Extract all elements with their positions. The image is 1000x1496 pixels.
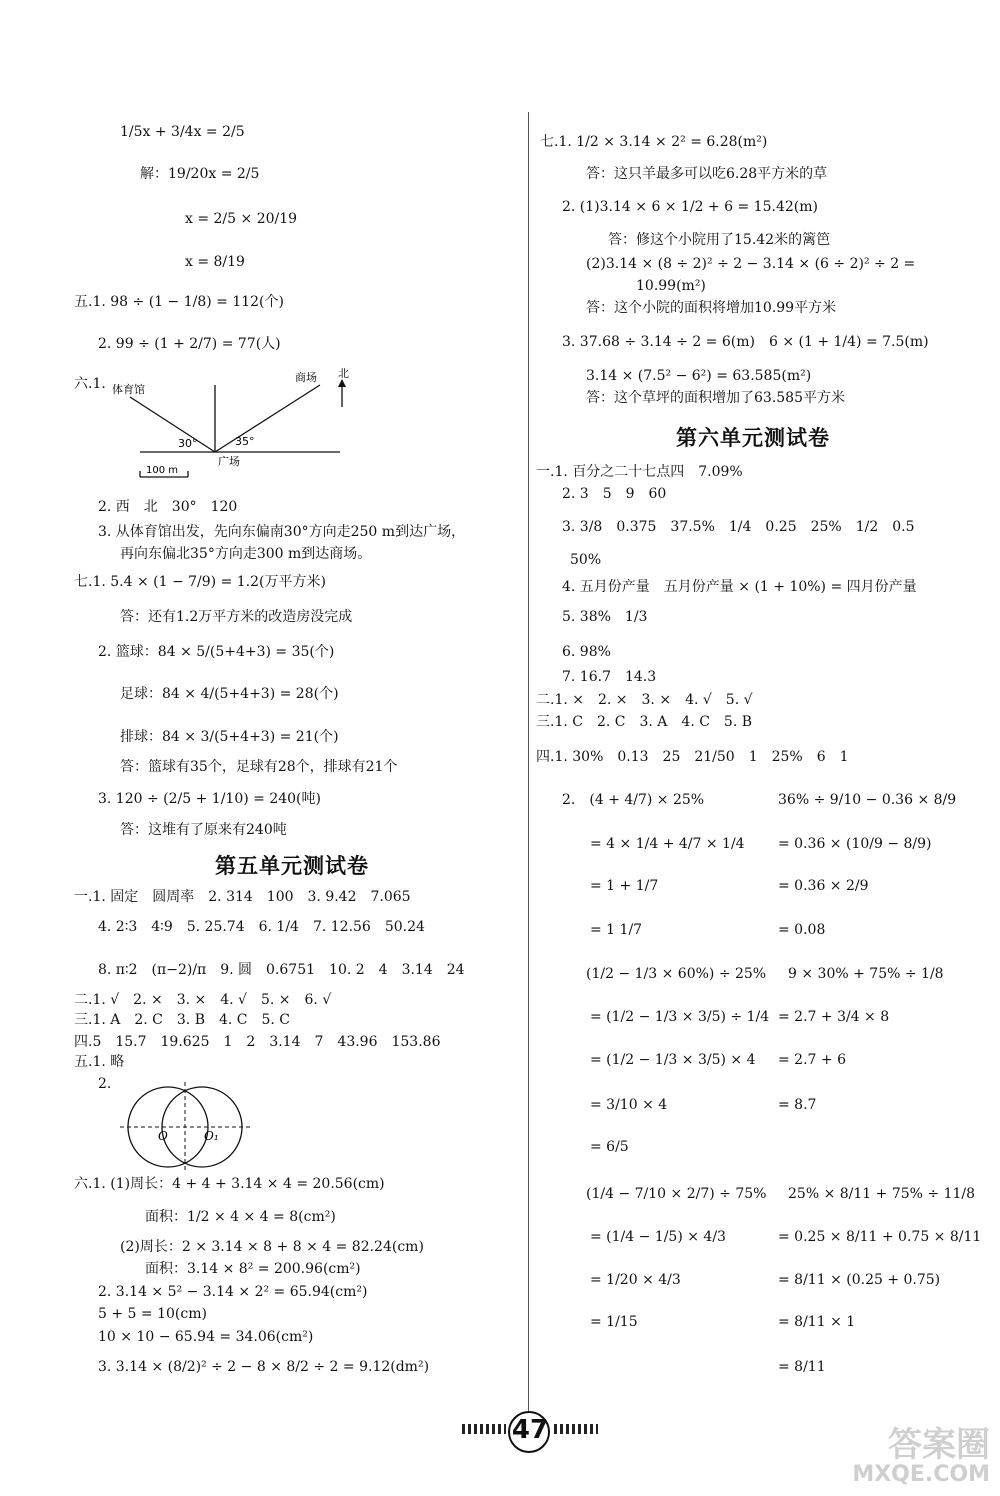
text-line: 5. 38% 1/3 [562, 609, 648, 625]
text-line: = (1/4 − 1/5) × 4/3 [590, 1229, 726, 1245]
two-circles-diagram [120, 1082, 250, 1172]
text-line: 3. 从体育馆出发，先向东偏南30°方向走250 m到达广场， [98, 524, 466, 540]
text-line: 2. 99 ÷ (1 + 2/7) = 77(人) [98, 336, 281, 352]
text-line: 二.1. × 2. × 3. × 4. √ 5. √ [536, 692, 753, 708]
text-line: = 0.36 × 2/9 [778, 878, 869, 894]
text-line: 答：这个草坪的面积增加了63.585平方米 [586, 390, 845, 406]
text-line: 解：19/20x = 2/5 [140, 166, 260, 182]
text-line: 5 + 5 = 10(cm) [98, 1306, 207, 1322]
text-line: 3. 120 ÷ (2/5 + 1/10) = 240(吨) [98, 791, 321, 807]
diagram-label: 35° [235, 435, 255, 448]
text-line: (1/2 − 1/3 × 60%) ÷ 25% [586, 966, 767, 982]
text-line: 9 × 30% + 75% ÷ 1/8 [788, 966, 944, 982]
scale-label: 100 m [146, 465, 179, 476]
text-line: 三.1. C 2. C 3. A 4. C 5. B [536, 714, 753, 730]
text-line: 答：这堆有了原来有240吨 [120, 822, 287, 838]
text-line: 2. 3 5 9 60 [562, 486, 667, 502]
text-line: 2. 篮球：84 × 5/(5+4+3) = 35(个) [98, 644, 335, 660]
text-line: 足球：84 × 4/(5+4+3) = 28(个) [120, 686, 339, 702]
center-label: O₁ [204, 1129, 219, 1143]
text-line: = 8/11 [778, 1359, 826, 1375]
text-line: 七.1. 1/2 × 3.14 × 2² = 6.28(m²) [540, 134, 768, 150]
text-line: (2)周长：2 × 3.14 × 8 + 8 × 4 = 82.24(cm) [120, 1239, 424, 1255]
page-number: 47 [511, 1415, 549, 1445]
text-line: 再向东偏北35°方向走300 m到达商场。 [120, 546, 372, 562]
diagram-label: 广场 [218, 455, 240, 468]
text-line: 50% [570, 552, 602, 568]
text-line: = 2.7 + 6 [778, 1052, 846, 1068]
text-line: 四.1. 30% 0.13 25 21/50 1 25% 6 1 [536, 749, 849, 765]
watermark [852, 1425, 990, 1488]
text-line: 三.1. A 2. C 3. B 4. C 5. C [74, 1012, 291, 1028]
text-line: 8. π∶2 (π−2)/π 9. 圆 0.6751 10. 2 4 3.14 24 [98, 962, 465, 978]
diagram-label: 体育馆 [112, 383, 145, 396]
text-line: 答：这只羊最多可以吃6.28平方米的草 [586, 166, 828, 182]
text-line: 答：修这个小院用了15.42米的篱笆 [608, 232, 831, 248]
text-line: 4. 2∶3 4∶9 5. 25.74 6. 1/4 7. 12.56 50.24 [98, 919, 425, 935]
text-line: 36% ÷ 9/10 − 0.36 × 8/9 [778, 792, 957, 808]
text-line: 3.14 × (7.5² − 6²) = 63.585(m²) [586, 368, 812, 384]
text-line: 六.1. [74, 376, 106, 392]
text-line: 七.1. 5.4 × (1 − 7/9) = 1.2(万平方米) [74, 574, 326, 590]
watermark-url: MXQE.COM [852, 1462, 990, 1487]
text-line: 六.1. (1)周长：4 + 4 + 3.14 × 4 = 20.56(cm) [74, 1176, 385, 1192]
text-line: 3. 37.68 ÷ 3.14 ÷ 2 = 6(m) 6 × (1 + 1/4) = 7.5(m) [562, 334, 929, 350]
section-heading: 第五单元测试卷 [215, 854, 369, 878]
text-line: 答：这个小院的面积将增加10.99平方米 [586, 300, 837, 316]
diagram-label: 30° [178, 437, 198, 450]
text-line: 面积：3.14 × 8² = 200.96(cm²) [145, 1261, 361, 1277]
text-line: 答：篮球有35个，足球有28个，排球有21个 [120, 759, 398, 775]
text-line: 6. 98% [562, 644, 611, 660]
text-line: 25% × 8/11 + 75% ÷ 11/8 [788, 1186, 976, 1202]
text-line: 二.1. √ 2. × 3. × 4. √ 5. × 6. √ [74, 992, 332, 1008]
text-line: = 3/10 × 4 [590, 1097, 668, 1113]
text-line: 2. (1)3.14 × 6 × 1/2 + 6 = 15.42(m) [562, 199, 818, 215]
text-line: (2)3.14 × (8 ÷ 2)² ÷ 2 − 3.14 × (6 ÷ 2)² ÷ 2 = [586, 256, 916, 272]
text-line: = 0.36 × (10/9 − 8/9) [778, 836, 932, 852]
text-line: 2. (4 + 4/7) × 25% [562, 792, 705, 808]
text-line: = 8/11 × 1 [778, 1314, 856, 1330]
text-line: 面积：1/2 × 4 × 4 = 8(cm²) [145, 1209, 336, 1225]
text-line: 2. [98, 1076, 112, 1092]
text-line: 3. 3.14 × (8/2)² ÷ 2 − 8 × 8/2 ÷ 2 = 9.12(dm²) [98, 1359, 430, 1375]
text-line: = (1/2 − 1/3 × 3/5) × 4 [590, 1052, 756, 1068]
text-line: 2. 西 北 30° 120 [98, 499, 238, 515]
text-line: = 1/20 × 4/3 [590, 1272, 681, 1288]
watermark-title: 答案圈 [888, 1425, 990, 1465]
diagram-label: 商场 [295, 371, 317, 384]
text-line: 2. 3.14 × 5² − 3.14 × 2² = 65.94(cm²) [98, 1284, 368, 1300]
text-line: 4. 五月份产量 五月份产量 × (1 + 10%) = 四月份产量 [562, 579, 917, 595]
section-heading: 第六单元测试卷 [676, 426, 830, 450]
text-line: (1/4 − 7/10 × 2/7) ÷ 75% [586, 1186, 767, 1202]
text-line: 1/5x + 3/4x = 2/5 [120, 124, 245, 140]
center-label: O [158, 1129, 168, 1143]
text-line: 一.1. 固定 圆周率 2. 314 100 3. 9.42 7.065 [74, 889, 411, 905]
text-line: 一.1. 百分之二十七点四 7.09% [536, 464, 743, 480]
text-line: x = 2/5 × 20/19 [185, 211, 298, 227]
text-line: = 1/15 [590, 1314, 638, 1330]
text-line: = 2.7 + 3/4 × 8 [778, 1009, 890, 1025]
text-line: 10.99(m²) [636, 278, 706, 294]
column-divider [528, 112, 529, 1412]
text-line: 四.5 15.7 19.625 1 2 3.14 7 43.96 153.86 [74, 1034, 441, 1050]
text-line: = 1 + 1/7 [590, 878, 659, 894]
text-line: 排球：84 × 3/(5+4+3) = 21(个) [120, 729, 339, 745]
text-line: 五.1. 略 [74, 1054, 125, 1070]
text-line: = 8/11 × (0.25 + 0.75) [778, 1272, 941, 1288]
text-line: 10 × 10 − 65.94 = 34.06(cm²) [98, 1329, 314, 1345]
text-line: = (1/2 − 1/3 × 3/5) ÷ 1/4 [590, 1009, 770, 1025]
diagram-label: 北 [338, 367, 349, 380]
text-line: = 4 × 1/4 + 4/7 × 1/4 [590, 836, 745, 852]
text-line: 3. 3/8 0.375 37.5% 1/4 0.25 25% 1/2 0.5 [562, 519, 915, 535]
text-line: 五.1. 98 ÷ (1 − 1/8) = 112(个) [74, 294, 284, 310]
text-line: = 6/5 [590, 1139, 629, 1155]
direction-diagram [110, 367, 370, 487]
text-line: 答：还有1.2万平方米的改造房没完成 [120, 609, 353, 625]
text-line: = 1 1/7 [590, 922, 643, 938]
text-line: x = 8/19 [185, 254, 245, 270]
text-line: = 0.08 [778, 922, 826, 938]
text-line: = 0.25 × 8/11 + 0.75 × 8/11 [778, 1229, 982, 1245]
text-line: = 8.7 [778, 1097, 817, 1113]
text-line: 7. 16.7 14.3 [562, 669, 657, 685]
